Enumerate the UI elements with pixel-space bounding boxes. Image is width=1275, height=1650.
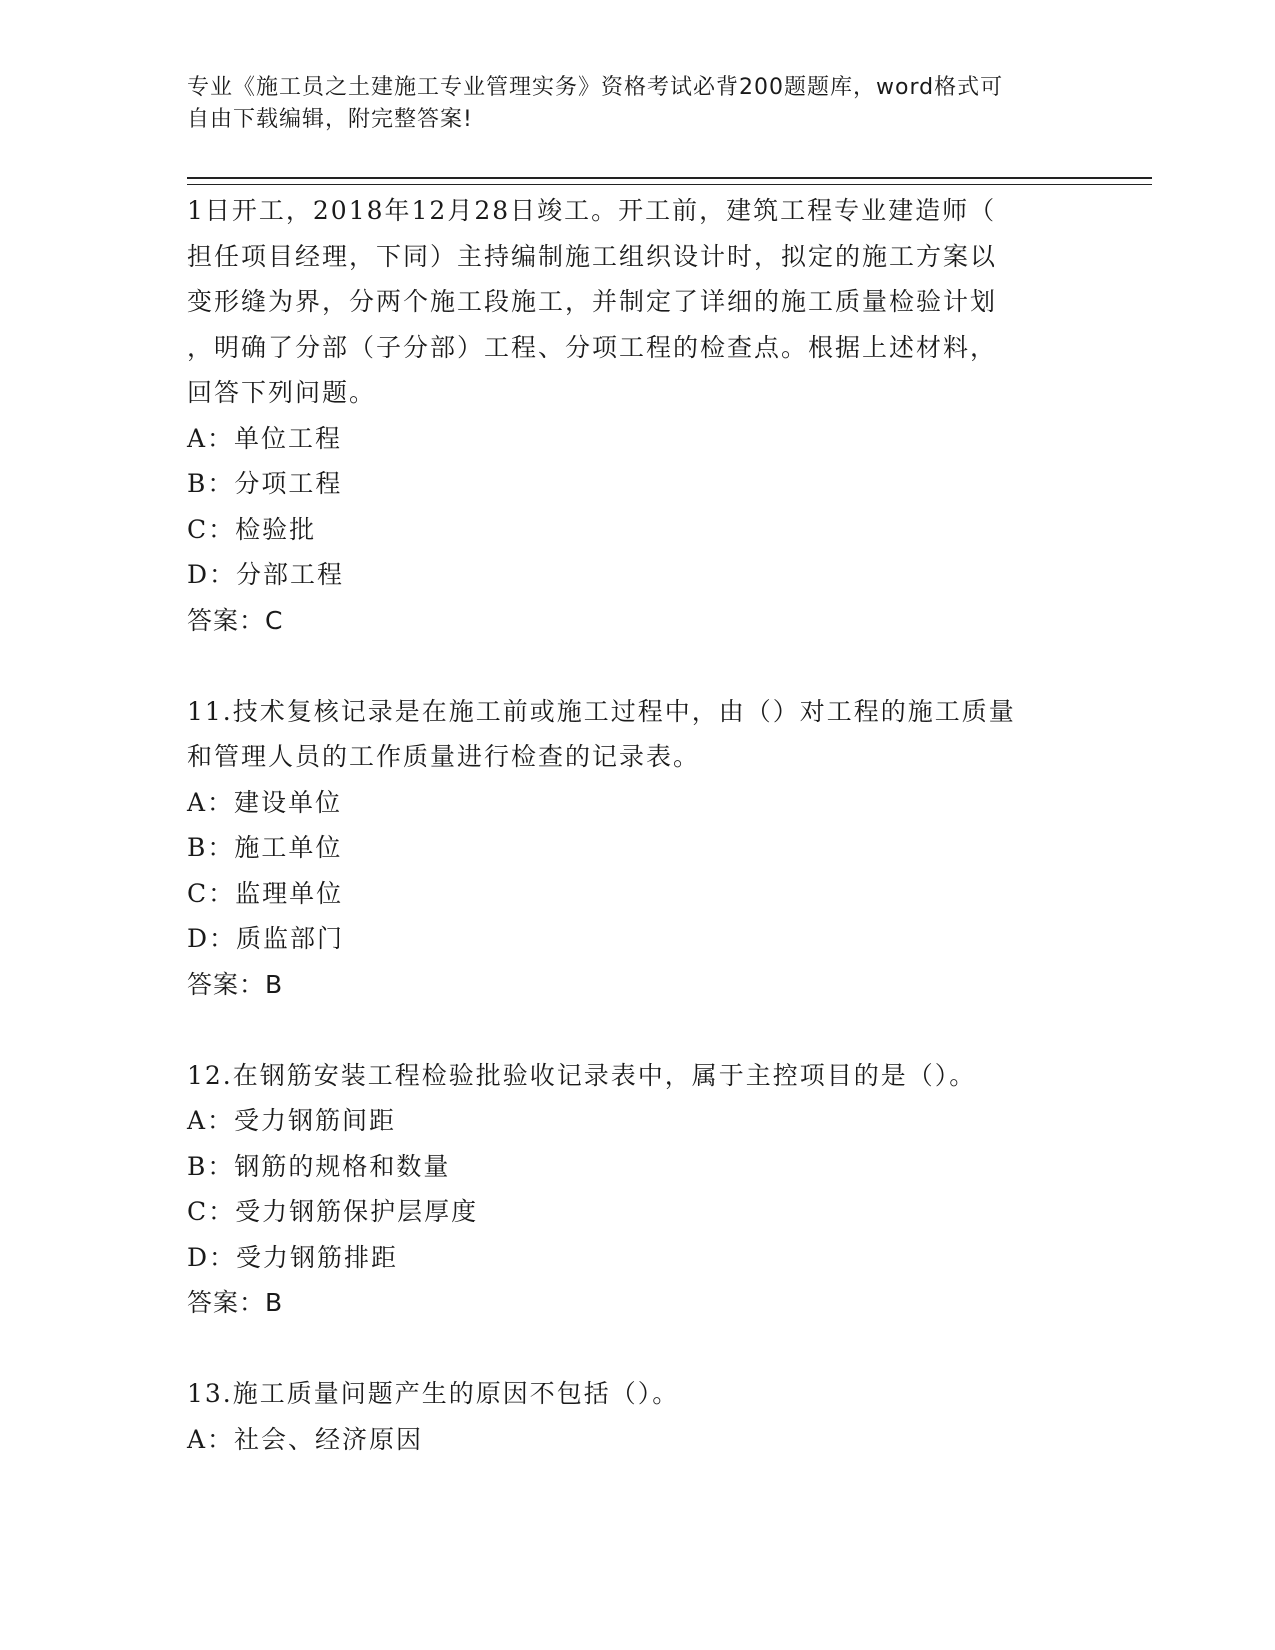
question-spacer	[187, 1007, 1087, 1053]
question-stem-line: 变形缝为界，分两个施工段施工，并制定了详细的施工质量检验计划	[187, 287, 998, 316]
header-line-2: 自由下载编辑，附完整答案!	[187, 107, 473, 132]
header-line-1: 专业《施工员之土建施工专业管理实务》资格考试必背200题题库，word格式可	[187, 75, 1004, 100]
question-stem-line: 11.技术复核记录是在施工前或施工过程中，由（）对工程的施工质量	[187, 696, 1016, 726]
document-header	[187, 72, 1087, 136]
question-spacer	[187, 643, 1087, 689]
question-stem-line: 1日开工，2018年12月28日竣工。开工前，建筑工程专业建造师（	[187, 196, 997, 225]
option-b: B：分项工程	[187, 469, 343, 498]
option-c: C：受力钢筋保护层厚度	[187, 1197, 479, 1226]
option-a: A：受力钢筋间距	[187, 1106, 397, 1135]
option-a: A：单位工程	[187, 423, 343, 453]
question-list	[187, 188, 1087, 1462]
header-divider-thin	[187, 184, 1152, 185]
question-spacer	[187, 1326, 1087, 1372]
question-13	[187, 1371, 1087, 1462]
option-a: A：社会、经济原因	[187, 1424, 424, 1454]
option-b: B：施工单位	[187, 833, 343, 862]
answer-line: 答案：B	[187, 1288, 284, 1317]
question-12	[187, 1053, 1087, 1326]
option-a: A：建设单位	[187, 787, 343, 817]
question-10	[187, 188, 1087, 643]
question-stem-line: ，明确了分部（子分部）工程、分项工程的检查点。根据上述材料，	[187, 332, 998, 362]
question-stem-line: 回答下列问题。	[187, 378, 377, 407]
question-stem-line: 和管理人员的工作质量进行检查的记录表。	[187, 742, 701, 771]
answer-line: 答案：C	[187, 605, 284, 635]
option-d: D：分部工程	[187, 560, 345, 589]
header-divider-thick	[187, 177, 1152, 179]
question-stem-line: 担任项目经理，下同）主持编制施工组织设计时，拟定的施工方案以	[187, 241, 998, 271]
answer-line: 答案：B	[187, 969, 284, 999]
option-c: C：监理单位	[187, 878, 344, 908]
question-stem-line: 13.施工质量问题产生的原因不包括（）。	[187, 1379, 680, 1408]
question-stem-line: 12.在钢筋安装工程检验批验收记录表中，属于主控项目的是（）。	[187, 1060, 977, 1090]
option-d: D：质监部门	[187, 924, 345, 953]
question-11	[187, 689, 1087, 1008]
option-d: D：受力钢筋排距	[187, 1242, 399, 1272]
option-c: C：检验批	[187, 514, 317, 544]
option-b: B：钢筋的规格和数量	[187, 1151, 451, 1181]
